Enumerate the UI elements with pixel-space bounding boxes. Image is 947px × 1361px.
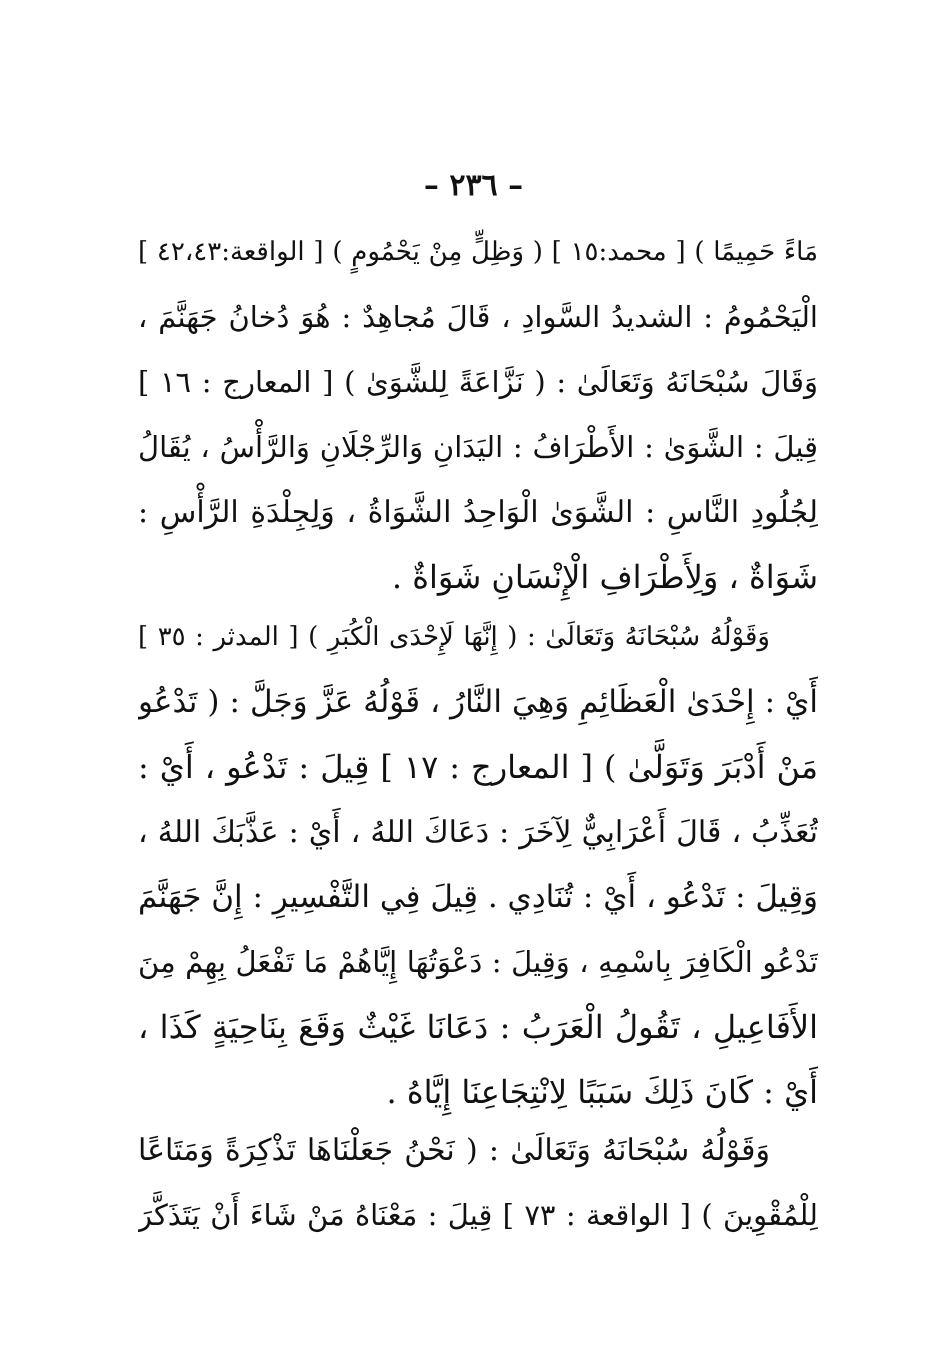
text-line: وَقَوْلُهُ سُبْحَانَهُ وَتَعَالَىٰ : ( نَحْنُ جَعَلْنَاهَا تَذْكِرَةً وَمَتَاعًا (138, 1133, 770, 1168)
text-line: وَقَوْلُهُ سُبْحَانَهُ وَتَعَالَىٰ : ( إِنَّهَا لَإِحْدَى الْكُبَرِ ) [ المدثر : ٣٥ ] (138, 622, 770, 652)
page-number: – ٢٣٦ – (423, 168, 524, 203)
text-line: مَنْ أَدْبَرَ وَتَوَلَّىٰ ) [ المعارج : ١٧ ] قِيلَ : تَدْعُو ، أَيْ : (138, 748, 818, 786)
text-line: قِيلَ : الشَّوَىٰ : الأَطْرَافُ : اليَدَانِ وَالرِّجْلَانِ وَالرَّأْسُ ، يُقَالُ (138, 430, 818, 464)
text-line: تُعَذِّبُ ، قَالَ أَعْرَابِيٌّ لِآخَرَ : دَعَاكَ اللهُ ، أَيْ : عَذَّبَكَ اللهُ ، (138, 815, 818, 850)
paragraph-2 (138, 605, 818, 1125)
text-line: الأَفَاعِيلِ ، تَقُولُ الْعَرَبُ : دَعَانَا غَيْثٌ وَقَعَ بِنَاحِيَةٍ كَذَا ، (138, 1008, 818, 1046)
text-line: تَدْعُو الْكَافِرَ بِاسْمِهِ ، وَقِيلَ : دَعْوَتُهَا إِيَّاهُمْ مَا تَفْعَلُ بِهِمْ مِنَ (138, 945, 818, 979)
text-line: لِجُلُودِ النَّاسِ : الشَّوَىٰ الْوَاحِدُ الشَّوَاةُ ، وَلِجِلْدَةِ الرَّأْسِ : (138, 495, 818, 530)
paragraph-3 (138, 1118, 818, 1248)
text-line: أَيْ : كَانَ ذَلِكَ سَبَبًا لِانْتِجَاعِنَا إِيَّاهُ . (386, 1073, 818, 1111)
paragraph-1 (138, 220, 818, 610)
text-line: لِلْمُقْوِينَ ) [ الواقعة : ٧٣ ] قِيلَ : مَعْنَاهُ مَنْ شَاءَ أَنْ يَتَذَكَّرَ (138, 1198, 818, 1232)
text-line: وَقِيلَ : تَدْعُو ، أَيْ : تُنَادِي . قِيلَ فِي التَّفْسِيرِ : إِنَّ جَهَنَّمَ (138, 879, 818, 915)
text-line: وَقَالَ سُبْحَانَهُ وَتَعَالَىٰ : ( نَزَّاعَةً لِلشَّوَىٰ ) [ المعارج : ١٦ ] (138, 365, 818, 399)
text-line: مَاءً حَمِيمًا ) [ محمد:١٥ ] ( وَظِلٍّ مِنْ يَحْمُومٍ ) [ الواقعة:٤٢،٤٣ ] (138, 237, 818, 267)
text-line: الْيَحْمُومُ : الشديدُ السَّوادِ ، قَالَ مُجاهِدٌ : هُوَ دُخانُ جَهَنَّمَ ، (138, 300, 818, 334)
text-line: شَوَاةٌ ، وَلِأَطْرَافِ الْإِنْسَانِ شَوَاةٌ . (391, 558, 818, 596)
text-line: أَيْ : إِحْدَىٰ الْعَظَائِمِ وَهِيَ النَّارُ ، قَوْلُهُ عَزَّ وَجَلَّ : ( تَدْعُو (138, 684, 818, 720)
